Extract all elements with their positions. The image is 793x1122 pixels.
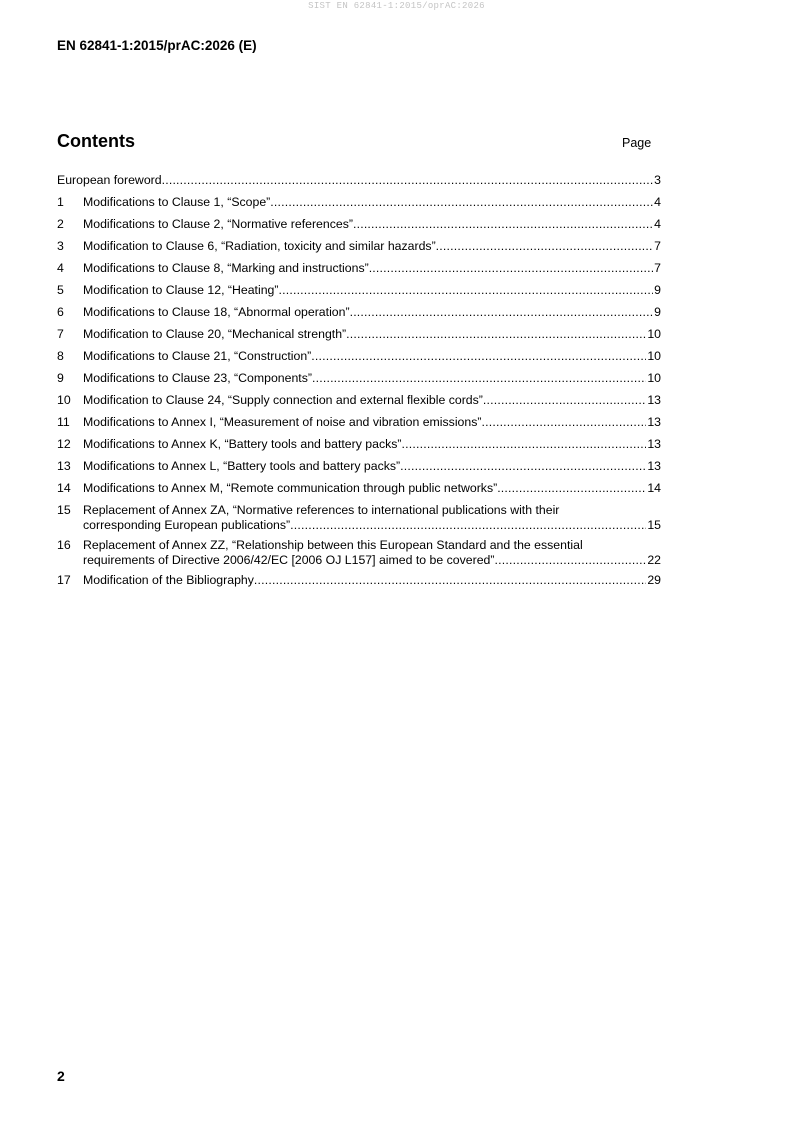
toc-dot-leader [402, 437, 647, 452]
contents-heading: Contents [57, 131, 135, 151]
toc-entry-number: 3 [57, 239, 64, 253]
toc-entry[interactable] [57, 261, 661, 276]
toc-entry-body [83, 415, 661, 430]
toc-entry-last-line [83, 239, 661, 254]
toc-entry-body [83, 327, 661, 342]
toc-entry-page: 29 [647, 573, 661, 587]
toc-entry-number: 7 [57, 327, 64, 341]
toc-entry-page: 4 [654, 217, 661, 231]
toc-entry-body [83, 283, 661, 298]
toc-entry-number: 16 [57, 538, 71, 552]
toc-entry-title-line1: Replacement of Annex ZZ, “Relationship between this European Standard and the essential [83, 538, 583, 552]
toc-entry-last-line [83, 371, 661, 386]
toc-entry-page: 10 [647, 349, 661, 363]
toc-entry-body [57, 173, 661, 188]
toc-entry-number: 4 [57, 261, 64, 275]
toc-entry-page: 13 [647, 459, 661, 473]
toc-entry-page: 10 [647, 371, 661, 385]
toc-entry-body [83, 459, 661, 474]
toc-entry-title: Modification to Clause 20, “Mechanical strength” [83, 327, 347, 341]
toc-entry-page: 13 [647, 437, 661, 451]
toc-entry[interactable] [57, 349, 661, 364]
toc-entry-title: Modifications to Clause 18, “Abnormal operation” [83, 305, 350, 319]
toc-entry-title: Modification to Clause 24, “Supply connection and external flexible cords” [83, 393, 483, 407]
toc-entry-title: requirements of Directive 2006/42/EC [2006 OJ L157] aimed to be covered” [83, 553, 495, 567]
toc-entry-title: Modifications to Annex M, “Remote communication through public networks” [83, 481, 498, 495]
toc-dot-leader [311, 349, 646, 364]
toc-entry-last-line [57, 173, 661, 188]
toc-entry-last-line [83, 327, 661, 342]
toc-entry[interactable] [57, 371, 661, 386]
toc-entry[interactable] [57, 195, 661, 210]
toc-entry-body [83, 481, 661, 496]
toc-entry-title: Modification to Clause 12, “Heating” [83, 283, 279, 297]
toc-entry-page: 9 [654, 283, 661, 297]
toc-entry-page: 14 [647, 481, 661, 495]
toc-dot-leader [481, 415, 646, 430]
toc-entry-number: 1 [57, 195, 64, 209]
toc-entry-title: Modifications to Clause 21, “Construction” [83, 349, 312, 363]
toc-entry-page: 4 [654, 195, 661, 209]
toc-dot-leader [278, 283, 653, 298]
toc-dot-leader [369, 261, 653, 276]
toc-entry-title: Modifications to Clause 23, “Components” [83, 371, 312, 385]
toc-entry-last-line [83, 573, 661, 588]
page-column-label: Page [622, 136, 652, 150]
toc-entry-body [83, 503, 661, 533]
toc-entry-title: Modifications to Clause 2, “Normative references” [83, 217, 353, 231]
toc-entry-page: 3 [654, 173, 661, 187]
toc-entry-page: 15 [647, 518, 661, 532]
toc-entry-last-line [83, 305, 661, 320]
toc-entry-body [83, 573, 661, 588]
toc-entry-body [83, 437, 661, 452]
toc-entry[interactable] [57, 538, 661, 568]
toc-entry-body [83, 261, 661, 276]
toc-entry-number: 14 [57, 481, 71, 495]
toc-entry[interactable] [57, 305, 661, 320]
toc-entry-title: Modification to Clause 6, “Radiation, toxicity and similar hazards” [83, 239, 436, 253]
toc-entry-page: 13 [647, 393, 661, 407]
toc-entry-title: Modifications to Annex L, “Battery tools and battery packs” [83, 459, 401, 473]
toc-entry-last-line [83, 283, 661, 298]
toc-entry-last-line [83, 553, 661, 568]
toc-entry-page: 13 [647, 415, 661, 429]
toc-entry-number: 11 [57, 415, 70, 429]
toc-entry-last-line [83, 261, 661, 276]
toc-dot-leader [346, 327, 646, 342]
toc-entry-number: 12 [57, 437, 71, 451]
toc-entry-body [83, 217, 661, 232]
toc-entry-page: 7 [654, 239, 661, 253]
toc-entry-last-line [83, 459, 661, 474]
toc-entry[interactable] [57, 327, 661, 342]
toc-entry-last-line [83, 437, 661, 452]
toc-entry-title: corresponding European publications” [83, 518, 291, 532]
toc-entry-page: 7 [654, 261, 661, 275]
toc-entry-title-line1: Replacement of Annex ZA, “Normative references to international publications with their [83, 503, 560, 517]
toc-entry-title: Modifications to Clause 8, “Marking and instructions” [83, 261, 369, 275]
toc-entry[interactable] [57, 573, 661, 588]
watermark: SIST EN 62841-1:2015/oprAC:2026 [308, 1, 485, 11]
toc-dot-leader [483, 393, 646, 408]
toc-entry[interactable] [57, 217, 661, 232]
toc-entry-last-line [83, 195, 661, 210]
toc-entry[interactable] [57, 393, 661, 408]
toc-dot-leader [436, 239, 653, 254]
toc-entry-number: 8 [57, 349, 64, 363]
toc-entry-title: Modifications to Clause 1, “Scope” [83, 195, 271, 209]
toc-entry-body [83, 371, 661, 386]
toc-entry-body [83, 195, 661, 210]
toc-dot-leader [270, 195, 653, 210]
toc-entry-number: 6 [57, 305, 64, 319]
toc-entry[interactable] [57, 481, 661, 496]
toc-entry-body [83, 239, 661, 254]
toc-dot-leader [353, 217, 653, 232]
toc-entry-number: 17 [57, 573, 71, 587]
toc-dot-leader [495, 553, 647, 568]
toc-entry-title: Modifications to Annex I, “Measurement of noise and vibration emissions” [83, 415, 482, 429]
toc-entry-body [83, 393, 661, 408]
toc-dot-leader [162, 173, 654, 188]
toc-dot-leader [350, 305, 654, 320]
toc-entry[interactable] [57, 283, 661, 298]
toc-entry-last-line [83, 393, 661, 408]
toc-entry-last-line [83, 481, 661, 496]
toc-entry-number: 2 [57, 217, 64, 231]
toc-entry-number: 13 [57, 459, 71, 473]
toc-entry-page: 9 [654, 305, 661, 319]
toc-dot-leader [254, 573, 646, 588]
toc-entry-title: Modification of the Bibliography [83, 573, 254, 587]
table-of-contents [57, 173, 661, 595]
toc-entry-title: Modifications to Annex K, “Battery tools and battery packs” [83, 437, 402, 451]
toc-entry-title: European foreword [57, 173, 162, 187]
toc-entry[interactable] [57, 459, 661, 474]
toc-entry[interactable] [57, 437, 661, 452]
toc-entry-page: 10 [647, 327, 661, 341]
toc-entry[interactable] [57, 239, 661, 254]
toc-dot-leader [312, 371, 646, 386]
toc-entry-last-line [83, 415, 661, 430]
toc-dot-leader [290, 518, 646, 533]
document-id: EN 62841-1:2015/prAC:2026 (E) [57, 38, 257, 53]
toc-dot-leader [497, 481, 646, 496]
toc-entry-body [83, 349, 661, 364]
toc-entry-number: 9 [57, 371, 64, 385]
toc-entry[interactable] [57, 415, 661, 430]
toc-entry-number: 15 [57, 503, 71, 517]
toc-entry-body [83, 538, 661, 568]
toc-entry-last-line [83, 518, 661, 533]
page-number: 2 [57, 1068, 65, 1084]
toc-entry[interactable] [57, 173, 661, 188]
toc-entry-last-line [83, 349, 661, 364]
toc-entry-page: 22 [647, 553, 661, 567]
toc-entry-body [83, 305, 661, 320]
toc-entry[interactable] [57, 503, 661, 533]
toc-dot-leader [400, 459, 646, 474]
toc-entry-number: 5 [57, 283, 64, 297]
toc-entry-last-line [83, 217, 661, 232]
toc-entry-number: 10 [57, 393, 71, 407]
